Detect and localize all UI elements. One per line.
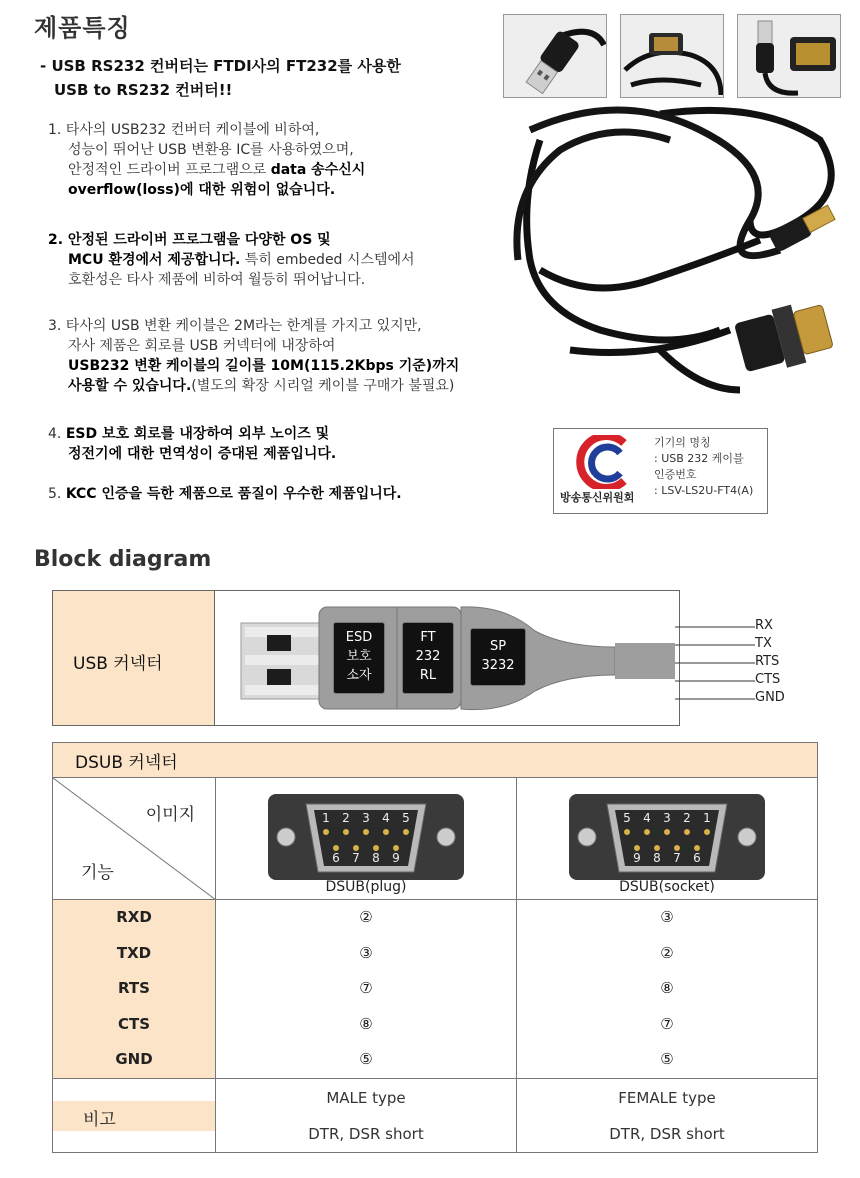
plug-image-cell: [216, 778, 517, 900]
dsub-pin-number: 8: [653, 850, 661, 865]
diagonal-line: [53, 778, 216, 900]
pin-number: ⑦: [660, 1014, 674, 1033]
pin-number: ②: [359, 908, 373, 927]
image-col-label: 이미지: [145, 805, 195, 825]
chip-line: SP: [489, 639, 507, 654]
feature-text: 1. 타사의 USB232 컨버터 케이블에 비하여,: [48, 122, 320, 138]
feature-text: data 송수신시: [270, 162, 366, 178]
dsub-pin-table: [52, 742, 818, 1153]
plug-note-cell: [216, 1079, 517, 1153]
feature-line: [48, 250, 415, 270]
feature-text: USB232 변환 케이블의 길이를 10M(115.2Kbps 기준)까지: [68, 358, 460, 374]
function-list: [53, 900, 215, 1078]
dsub-pin-dot: [624, 829, 630, 835]
kcc-org: 방송통신위원회: [560, 491, 635, 504]
feature-line: [48, 316, 459, 336]
feature-item: [48, 230, 415, 290]
ft232rl-chip: [402, 622, 454, 694]
dsub-cable-thumbnail: [620, 14, 724, 98]
dsub-pin-dot: [684, 829, 690, 835]
feature-text: 4.: [48, 426, 66, 442]
dsub-pin-number: 4: [382, 810, 390, 825]
feature-text: 호환성은 타사 제품에 비하여 월등히 뛰어납니다.: [68, 272, 366, 288]
feature-text: 성능이 뛰어난 USB 변환용 IC를 사용하였으며,: [68, 142, 354, 158]
socket-pin-list: [517, 900, 817, 1078]
feature-text: 2. 안정된 드라이버 프로그램을 다양한 OS 및: [48, 232, 331, 248]
dsub-pin-number: 8: [372, 850, 380, 865]
feature-text: 자사 제품은 회로를 USB 커넥터에 내장하여: [68, 338, 336, 354]
function-name: TXD: [116, 943, 152, 962]
feature-text: overflow(loss)에 대한 위험이 없습니다.: [68, 182, 336, 198]
block-diagram-title: Block diagram: [34, 547, 212, 572]
feature-line: [48, 484, 402, 504]
note-label-band: [53, 1101, 215, 1131]
dsub-pin-number: 7: [673, 850, 681, 865]
usb-plug-thumbnail: [503, 14, 607, 98]
function-col-label: 기능: [81, 863, 114, 883]
signal-gnd: GND: [755, 690, 785, 705]
note-label-cell: [53, 1079, 216, 1153]
dsub-pin-number: 9: [633, 850, 641, 865]
feature-item: [48, 424, 336, 464]
dsub-pin-dot: [403, 829, 409, 835]
plug-note-2: DTR, DSR short: [308, 1124, 424, 1143]
dsub-plug-icon: [266, 792, 466, 884]
sp3232-chip: [470, 628, 526, 686]
dsub-pin-dot: [704, 829, 710, 835]
dsub-pin-number: 4: [643, 810, 651, 825]
dsub-pin-number: 3: [663, 810, 671, 825]
dsub-pin-dot: [363, 829, 369, 835]
dsub-pin-dot: [343, 829, 349, 835]
diagonal-header-cell: [53, 778, 216, 900]
chip-line: RL: [419, 668, 437, 683]
dsub-pin-number: 3: [362, 810, 370, 825]
socket-pin-column: [517, 900, 818, 1079]
feature-line: [48, 356, 459, 376]
chip-line: 보호: [346, 649, 372, 664]
function-column: [53, 900, 216, 1079]
pin-number: ⑦: [359, 979, 373, 998]
kcc-line-1: 기기의 명칭: [654, 436, 711, 449]
feature-text: KCC 인증을 득한 제품으로 품질이 우수한 제품입니다.: [65, 486, 402, 502]
socket-image-cell: [517, 778, 818, 900]
dsub-pin-number: 1: [703, 810, 711, 825]
usb-connector-label: USB 커넥터: [73, 654, 163, 674]
function-name: CTS: [117, 1014, 151, 1033]
pin-number: ⑧: [660, 979, 674, 998]
dsub-pin-number: 2: [342, 810, 350, 825]
dsub-header: DSUB 커넥터: [53, 743, 818, 778]
kcc-line-4: : LSV-LS2U-FT4(A): [654, 484, 754, 497]
signal-cts: CTS: [755, 672, 781, 687]
signal-rts: RTS: [755, 654, 780, 669]
dsub-pin-number: 1: [322, 810, 330, 825]
feature-text: 특히 embeded 시스템에서: [240, 252, 415, 268]
dsub-pin-dot: [664, 829, 670, 835]
kcc-logo-icon: [564, 435, 640, 489]
features-intro: [40, 54, 401, 102]
usb-dsub-thumbnail: [737, 14, 841, 98]
dsub-pin-dot: [323, 829, 329, 835]
feature-text: 정전기에 대한 면역성이 증대된 제품입니다.: [68, 446, 337, 462]
note-label: 비고: [83, 1110, 116, 1130]
chip-line: 소자: [346, 668, 372, 683]
feature-line: [48, 424, 336, 444]
plug-note-1: MALE type: [326, 1088, 406, 1107]
pin-number: ②: [660, 943, 674, 962]
dsub-pin-number: 7: [352, 850, 360, 865]
plug-pin-column: [216, 900, 517, 1079]
dsub-pin-number: 5: [402, 810, 410, 825]
kcc-line-3: 인증번호: [654, 468, 697, 481]
dsub-pin-number: 6: [693, 850, 701, 865]
chip-line: 232: [415, 649, 441, 664]
chip-line: 3232: [481, 658, 515, 673]
dsub-pin-number: 2: [683, 810, 691, 825]
socket-note-2: DTR, DSR short: [609, 1124, 725, 1143]
usb-label-cell: [53, 591, 215, 725]
feature-line: [48, 270, 415, 290]
feature-line: [48, 160, 365, 180]
pin-number: ⑤: [359, 1050, 373, 1069]
kcc-certificate: [553, 428, 768, 514]
feature-line: [48, 376, 459, 396]
chip-line: FT: [420, 630, 436, 645]
pin-number: ⑧: [359, 1014, 373, 1033]
plug-caption: DSUB(plug): [325, 879, 407, 895]
usb-rs232-cable-photo: [500, 100, 852, 418]
kcc-line-2: : USB 232 케이블: [654, 452, 744, 465]
feature-item: [48, 120, 365, 200]
feature-text: 5.: [48, 486, 66, 502]
dsub-socket-icon: [567, 792, 767, 884]
dsub-pin-dot: [383, 829, 389, 835]
esd-protection-chip: [333, 622, 385, 694]
feature-line: [48, 444, 336, 464]
feature-line: [48, 180, 365, 200]
feature-text: (별도의 확장 시리얼 케이블 구매가 불필요): [191, 378, 455, 394]
feature-line: [48, 120, 365, 140]
feature-text: 3. 타사의 USB 변환 케이블은 2M라는 한계를 가지고 있지만,: [48, 318, 422, 334]
feature-text: ESD 보호 회로를 내장하여 외부 노이즈 및: [65, 426, 330, 442]
intro-line-1: - USB RS232 컨버터는 FTDI사의 FT232를 사용한: [40, 57, 401, 75]
function-name: GND: [115, 1050, 153, 1069]
function-name: RTS: [118, 979, 150, 998]
socket-caption: DSUB(socket): [619, 879, 715, 895]
intro-line-2: USB to RS232 컨버터!!: [54, 81, 233, 99]
feature-line: [48, 336, 459, 356]
signal-tx: TX: [755, 636, 772, 651]
feature-text: MCU 환경에서 제공합니다.: [68, 252, 241, 268]
dsub-pin-number: 5: [623, 810, 631, 825]
signal-rx: RX: [755, 618, 773, 633]
dsub-pin-number: 9: [392, 850, 400, 865]
pin-number: ⑤: [660, 1050, 674, 1069]
features-title: 제품특징: [34, 14, 131, 42]
pin-number: ③: [660, 908, 674, 927]
socket-note-cell: [517, 1079, 818, 1153]
function-name: RXD: [116, 908, 152, 927]
feature-line: [48, 230, 415, 250]
socket-note-1: FEMALE type: [618, 1088, 716, 1107]
chip-line: ESD: [345, 630, 373, 645]
dsub-pin-number: 6: [332, 850, 340, 865]
kcc-info: [654, 435, 753, 499]
feature-line: [48, 140, 365, 160]
dsub-pin-dot: [644, 829, 650, 835]
feature-item: [48, 484, 402, 504]
feature-text: 사용할 수 있습니다.: [68, 378, 192, 394]
feature-item: [48, 316, 459, 396]
plug-pin-list: [216, 900, 516, 1078]
feature-text: 안정적인 드라이버 프로그램으로: [68, 162, 271, 178]
pin-number: ③: [359, 943, 373, 962]
